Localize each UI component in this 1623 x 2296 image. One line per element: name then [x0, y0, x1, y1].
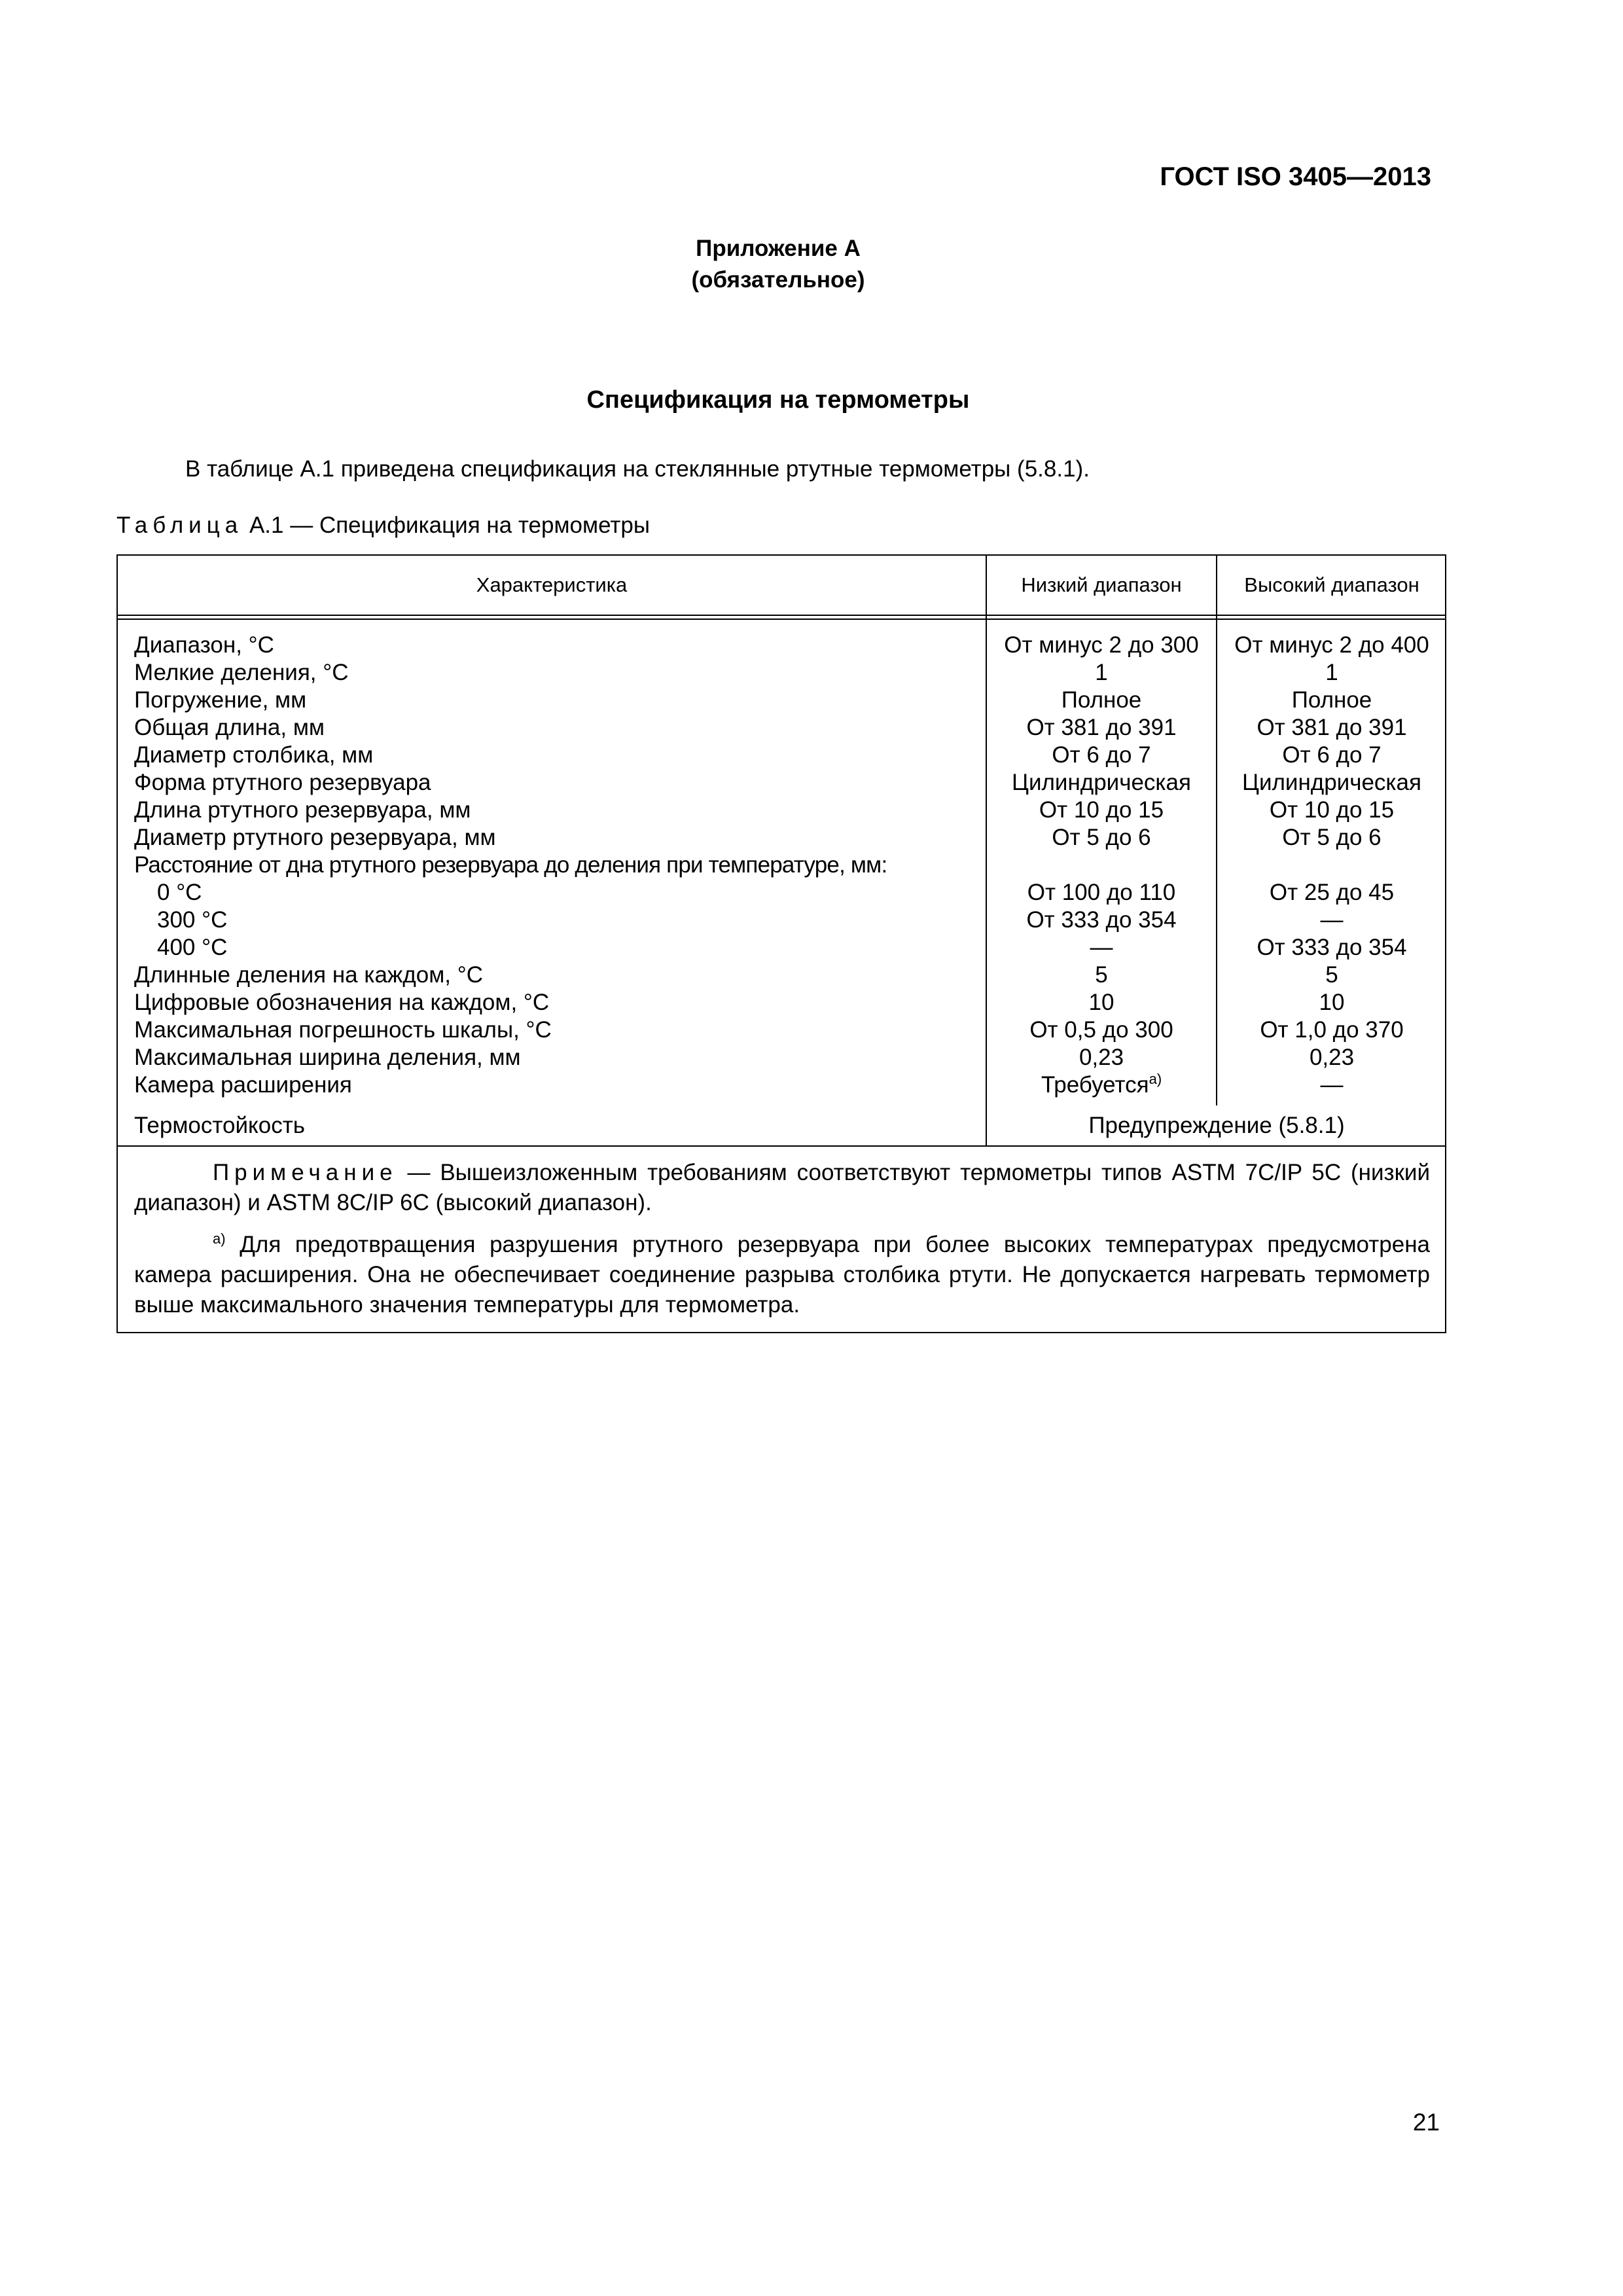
document-number: ГОСТ ISO 3405—2013: [1160, 162, 1431, 191]
column-header-characteristic: Характеристика: [476, 573, 628, 596]
table-row: Диапазон, °С От минус 2 до 300 От минус 2 до 400: [134, 632, 1429, 658]
notes-divider: [118, 1145, 1446, 1147]
annex-heading: [0, 233, 1556, 296]
table-row: Цифровые обозначения на каждом, °С 10 10: [134, 990, 1345, 1015]
table-footnote: $^{а)}$ Для предотвращения разрушения ртутного резервуара при более высоких температурах предусмотрена камера расширения. Она не обеспечивает соединение разрыва столбика ртути. Не допускается нагревать термометр выше максимального значения температуры для термометра.: [134, 1230, 1430, 1318]
table-row: Погружение, мм Полное Полное: [134, 687, 1372, 713]
footnote-ref: а): [1149, 1071, 1162, 1087]
table-row: Камера расширения Требуется$^{а)}$ —: [134, 1071, 1344, 1098]
table-row: Диаметр столбика, мм От 6 до 7 От 6 до 7: [134, 742, 1382, 768]
table-caption: [116, 512, 650, 539]
table-note: Примечание — Вышеизложенным требованиям соответствуют термометры типов ASTM 7C/IP 5C (низкий диапазон) и ASTM 8C/IP 6C (высокий диапазон).: [134, 1160, 1430, 1215]
table-row-heat-resistance: Термостойкость Предупреждение (5.8.1): [134, 1113, 1345, 1138]
table-row: Общая длина, мм От 381 до 391 От 381 до 391: [134, 715, 1407, 740]
intro-paragraph: В таблице А.1 приведена спецификация на стеклянные ртутные термометры (5.8.1).: [185, 456, 1090, 482]
table-row: Максимальная погрешность шкалы, °С От 0,5 до 300 От 1,0 до 370: [134, 1017, 1404, 1043]
table-row: 400 °С — От 333 до 354: [157, 935, 1407, 960]
table-row: Форма ртутного резервуара Цилиндрическая Цилиндрическая: [134, 770, 1421, 795]
table-row: Длинные деления на каждом, °С 5 5: [134, 962, 1338, 988]
table-row: 300 °С От 333 до 354 —: [157, 907, 1344, 933]
table-row: Диаметр ртутного резервуара, мм От 5 до 6 От 5 до 6: [134, 825, 1382, 850]
header-divider: [118, 615, 1446, 616]
table-row: Максимальная ширина деления, мм 0,23 0,23: [134, 1045, 1355, 1070]
header-divider-double: [118, 619, 1446, 620]
annex-title: Приложение А: [696, 236, 861, 261]
table-caption-text: А.1 — Спецификация на термометры: [243, 512, 651, 538]
page-number: 21: [1412, 2109, 1440, 2136]
section-title: Спецификация на термометры: [586, 386, 970, 414]
spec-table: [116, 554, 1446, 1333]
table-row: 0 °С От 100 до 110 От 25 до 45: [157, 880, 1395, 905]
annex-subtitle: (обязательное): [691, 267, 865, 293]
table-row: Длина ртутного резервуара, мм От 10 до 15 От 10 до 15: [134, 797, 1395, 823]
table-row: Мелкие деления, °С 1 1: [134, 660, 1338, 685]
column-header-high-range: Высокий диапазон: [1244, 573, 1419, 596]
table-caption-prefix: Таблица: [116, 512, 243, 538]
table-row: Расстояние от дна ртутного резервуара до деления при температуре, мм:: [134, 852, 887, 878]
column-header-low-range: Низкий диапазон: [1021, 573, 1182, 596]
